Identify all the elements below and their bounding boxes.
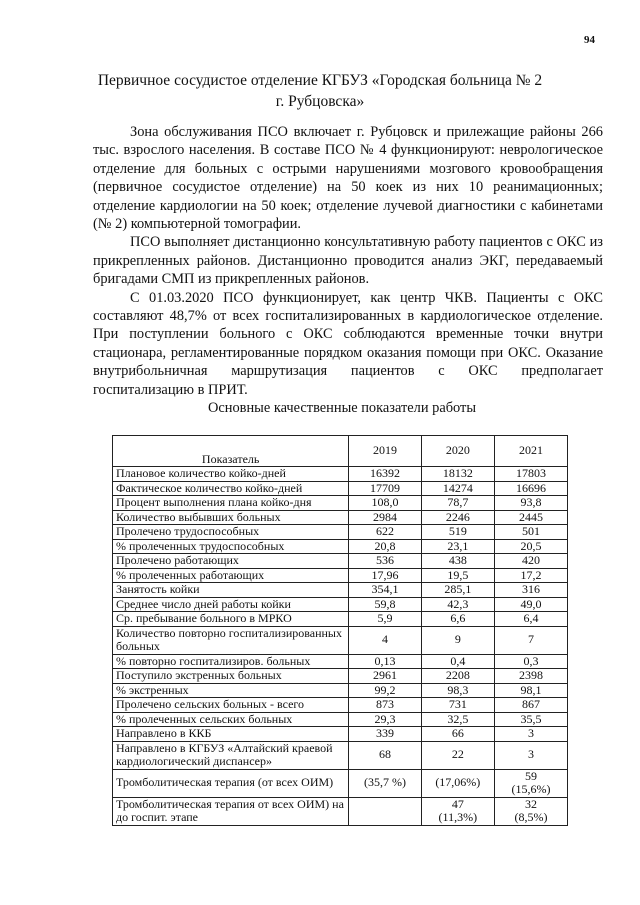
cell-2020: 78,7 <box>421 496 494 511</box>
cell-count: 32 <box>525 796 537 811</box>
header-year-2021: 2021 <box>495 436 568 467</box>
cell-2021: 316 <box>495 583 568 598</box>
header-year-2019: 2019 <box>349 436 421 467</box>
table-caption: Основные качественные показатели работы <box>208 400 477 416</box>
cell-2021: 93,8 <box>495 496 568 511</box>
cell-2021: 6,4 <box>495 612 568 627</box>
paragraph: Зона обслуживания ПСО включает г. Рубцовск и прилежащие районы 266 тыс. взрослого населения. В составе ПСО № 4 функционируют: неврологическое отделение для больных с острыми нарушениями мозгового кровообращения (первичное сосудистое отделение) на 50 коек из них 10 реанимационных; отделение кардиологии на 50 коек; отделение лучевой диагностики с кабинетами (№ 2) компьютерной томографии. <box>93 124 603 233</box>
row-label: Фактическое количество койко-дней <box>113 481 349 496</box>
body-text <box>93 123 603 399</box>
table-header-row <box>113 436 568 467</box>
table-row <box>113 741 568 769</box>
cell-2019: 99,2 <box>349 683 421 698</box>
page-number: 94 <box>584 34 595 46</box>
table-row <box>113 525 568 540</box>
cell-2020: 23,1 <box>421 539 494 554</box>
cell-2021 <box>495 769 568 797</box>
cell-2021: 420 <box>495 554 568 569</box>
table-row <box>113 698 568 713</box>
row-label: Занятость койки <box>113 583 349 598</box>
table-row <box>113 769 568 797</box>
cell-2019 <box>349 797 421 825</box>
cell-2021: 2398 <box>495 669 568 684</box>
cell-2019: 17709 <box>349 481 421 496</box>
indicators-table <box>112 435 568 826</box>
row-label: Тромболитическая терапия от всех ОИМ) на до госпит. этапе <box>113 797 349 825</box>
table-row <box>113 727 568 742</box>
cell-2021: 20,5 <box>495 539 568 554</box>
row-label: % пролеченных работающих <box>113 568 349 583</box>
cell-2019: 20,8 <box>349 539 421 554</box>
row-label: Пролечено сельских больных - всего <box>113 698 349 713</box>
cell-count: 47 <box>451 796 464 811</box>
cell-2020: 14274 <box>421 481 494 496</box>
cell-2019: 2984 <box>349 510 421 525</box>
cell-2021: 2445 <box>495 510 568 525</box>
cell-2020: 9 <box>421 626 494 654</box>
table-row <box>113 797 568 825</box>
row-label: Тромболитическая терапия (от всех ОИМ) <box>113 769 349 797</box>
cell-2021: 0,3 <box>495 654 568 669</box>
cell-2021: 501 <box>495 525 568 540</box>
table-row <box>113 467 568 482</box>
cell-2021 <box>495 797 568 825</box>
table-row <box>113 481 568 496</box>
table-row <box>113 496 568 511</box>
cell-2020: 519 <box>421 525 494 540</box>
table-row <box>113 654 568 669</box>
row-label: Плановое количество койко-дней <box>113 467 349 482</box>
table-row <box>113 669 568 684</box>
row-label: Направлено в КГБУЗ «Алтайский краевой кардиологический диспансер» <box>113 741 349 769</box>
row-label: Пролечено работающих <box>113 554 349 569</box>
cell-2019: 16392 <box>349 467 421 482</box>
cell-2019: (35,7 %) <box>349 769 421 797</box>
cell-2019: 108,0 <box>349 496 421 511</box>
cell-2021: 17803 <box>495 467 568 482</box>
cell-2021: 867 <box>495 698 568 713</box>
cell-2019: 68 <box>349 741 421 769</box>
cell-2019: 4 <box>349 626 421 654</box>
row-label: Количество выбывших больных <box>113 510 349 525</box>
cell-2020: 18132 <box>421 467 494 482</box>
cell-2019: 5,9 <box>349 612 421 627</box>
cell-2020: 19,5 <box>421 568 494 583</box>
table-row <box>113 612 568 627</box>
cell-2020: 2208 <box>421 669 494 684</box>
row-label: Количество повторно госпитализированных больных <box>113 626 349 654</box>
cell-2019: 59,8 <box>349 597 421 612</box>
cell-percent: (15,6%) <box>511 782 551 796</box>
cell-2020: 6,6 <box>421 612 494 627</box>
cell-2020: 2246 <box>421 510 494 525</box>
row-label: Среднее число дней работы койки <box>113 597 349 612</box>
row-label: Направлено в ККБ <box>113 727 349 742</box>
header-indicator: Показатель <box>113 436 349 467</box>
table-row <box>113 510 568 525</box>
cell-2020: 22 <box>421 741 494 769</box>
table-row <box>113 712 568 727</box>
cell-count: 59 <box>525 768 537 783</box>
cell-2019: 17,96 <box>349 568 421 583</box>
cell-2020: 66 <box>421 727 494 742</box>
cell-2019: 622 <box>349 525 421 540</box>
cell-percent: (11,3%) <box>438 810 478 824</box>
cell-2019: 873 <box>349 698 421 713</box>
row-label: % повторно госпитализиров. больных <box>113 654 349 669</box>
cell-2021: 3 <box>495 741 568 769</box>
cell-2019: 2961 <box>349 669 421 684</box>
cell-2020: 32,5 <box>421 712 494 727</box>
cell-2021: 3 <box>495 727 568 742</box>
cell-2020: 0,4 <box>421 654 494 669</box>
row-label: Ср. пребывание больного в МРКО <box>113 612 349 627</box>
cell-2019: 339 <box>349 727 421 742</box>
cell-2020: (17,06%) <box>421 769 494 797</box>
table-row <box>113 539 568 554</box>
paragraph: ПСО выполняет дистанционно консультативную работу пациентов с ОКС из прикрепленных районов. Дистанционно проводится анализ ЭКГ, передаваемый бригадами СМП из прикрепленных районов. <box>93 234 603 288</box>
paragraph: С 01.03.2020 ПСО функционирует, как центр ЧКВ. Пациенты с ОКС составляют 48,7% от всех госпитализированных в кардиологическое отделение. При поступлении больного с ОКС соблюдаются временные точки внутри стационара, регламентированные порядком оказания помощи при ОКС. Оказание внутрибольничная маршрутизация пациентов с ОКС предполагает госпитализацию в ПРИТ. <box>93 289 603 398</box>
row-label: % пролеченных трудоспособных <box>113 539 349 554</box>
table-row <box>113 626 568 654</box>
cell-2021: 16696 <box>495 481 568 496</box>
table-row <box>113 554 568 569</box>
cell-2019: 536 <box>349 554 421 569</box>
table-body <box>113 467 568 826</box>
cell-2019: 0,13 <box>349 654 421 669</box>
row-label: Процент выполнения плана койко-дня <box>113 496 349 511</box>
row-label: Пролечено трудоспособных <box>113 525 349 540</box>
table-row <box>113 597 568 612</box>
cell-2021: 35,5 <box>495 712 568 727</box>
table-row <box>113 568 568 583</box>
cell-2020: 731 <box>421 698 494 713</box>
cell-2020: 42,3 <box>421 597 494 612</box>
cell-2021: 98,1 <box>495 683 568 698</box>
cell-2019: 354,1 <box>349 583 421 598</box>
table-row <box>113 583 568 598</box>
header-year-2020: 2020 <box>421 436 494 467</box>
cell-2020 <box>421 797 494 825</box>
cell-2019: 29,3 <box>349 712 421 727</box>
cell-2021: 7 <box>495 626 568 654</box>
cell-2020: 98,3 <box>421 683 494 698</box>
cell-2020: 285,1 <box>421 583 494 598</box>
cell-2020: 438 <box>421 554 494 569</box>
cell-2021: 49,0 <box>495 597 568 612</box>
section-title: Первичное сосудистое отделение КГБУЗ «Городская больница № 2 г. Рубцовска» <box>97 72 543 110</box>
row-label: Поступило экстренных больных <box>113 669 349 684</box>
cell-2021: 17,2 <box>495 568 568 583</box>
table-row <box>113 683 568 698</box>
cell-percent: (8,5%) <box>514 810 548 824</box>
row-label: % экстренных <box>113 683 349 698</box>
row-label: % пролеченных сельских больных <box>113 712 349 727</box>
